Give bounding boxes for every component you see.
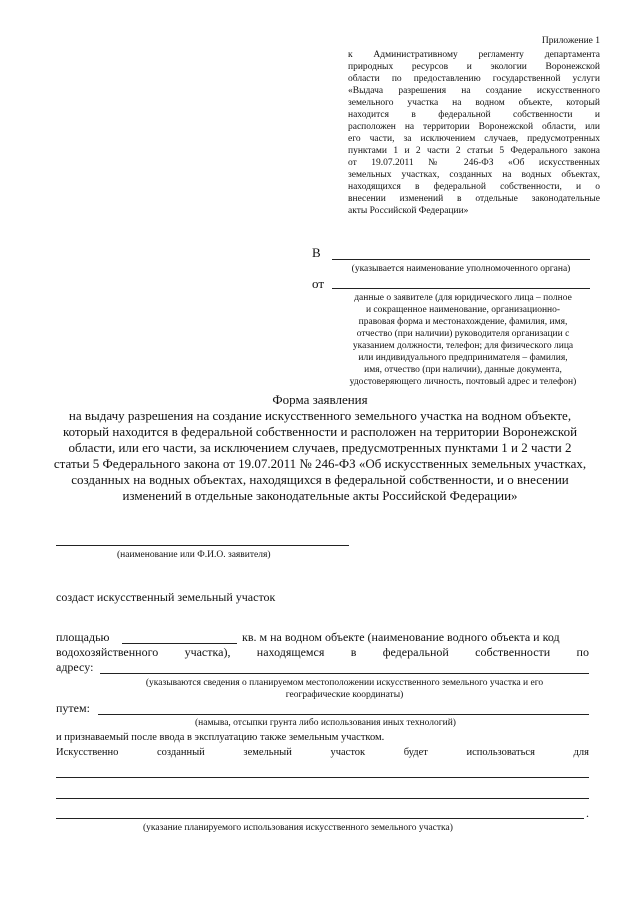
water-object-row-word: по [576, 645, 589, 659]
applicant-data-caption-text-line: или индивидуального предпринимателя – фамилия, [358, 353, 568, 363]
address-label: адресу: [56, 660, 94, 674]
regulation-text-line: его части, за исключением случаев, предусмотренных [348, 134, 600, 144]
regulation-text-line: земельного участка на водном объекте, который [348, 98, 600, 108]
applicant-data-caption-text-line: удостоверяющего личность, почтовый адрес и телефон) [349, 377, 577, 387]
regulation-text-line: пунктами 1 и 2 части 2 статьи 5 Федерального закона [348, 146, 600, 156]
accepted-text: и признаваемый после ввода в эксплуатацию также земельным участком. [56, 732, 385, 743]
usage-row-word: для [573, 747, 589, 758]
water-object-row-word: участка), [184, 645, 231, 659]
usage-period: . [586, 806, 589, 820]
usage-line-1 [56, 777, 589, 778]
form-title-text-line: области, или его части, за исключением случаев, предусмотренных пунктами 1 и 2 части 2 [68, 440, 572, 455]
applicant-name-line [56, 545, 349, 546]
usage-row-word: будет [403, 747, 428, 758]
regulation-text-line: от 19.07.2011 № 246-ФЗ «Об искусственных [348, 158, 600, 168]
applicant-data-caption-text-line: указанием должности, телефон; для физического лица [352, 341, 574, 351]
regulation-text-line: «Выдача разрешения на создание искусственного [348, 86, 600, 96]
applicant-name-caption: (наименование или Ф.И.О. заявителя) [117, 550, 271, 560]
applicant-data-line [332, 288, 590, 289]
regulation-text-line: земельных участках, созданных на водных объектах, [348, 170, 600, 180]
area-prefix: площадью [56, 630, 110, 644]
authority-line [332, 259, 590, 260]
form-title-text-line: созданных на водных объектах, находящихся в федеральной собственности, и о внесении [71, 472, 569, 487]
form-title-text-line: изменений в отдельные законодательные акты Российской Федерации» [122, 488, 518, 503]
regulation-text-line: находящихся в федеральной собственности, и о [348, 182, 600, 192]
form-title [40, 392, 600, 504]
regulation-text-line: акты Российской Федерации» [348, 206, 469, 216]
creates-text: создаст искусственный земельный участок [56, 590, 276, 604]
appendix-label: Приложение 1 [541, 36, 600, 46]
water-object-row-word: водохозяйственного [56, 645, 159, 659]
regulation-reference [348, 49, 600, 217]
usage-row-word: земельный [243, 747, 292, 758]
regulation-text-line: области по предоставлению государственной услуги [348, 74, 600, 84]
regulation-text-line: природных ресурсов и экологии Воронежской [348, 62, 600, 72]
water-object-row-word: собственности [475, 645, 551, 659]
usage-row-word: участок [330, 747, 366, 758]
regulation-text-line: к Административному регламенту департамента [348, 50, 600, 60]
applicant-data-caption-text-line: правовая форма и местонахождение, фамилия, имя, [358, 317, 568, 327]
form-title-text-line: который находится в федеральной собственности и расположен на территории Воронежской [62, 424, 578, 439]
authority-caption: (указывается наименование уполномоченного органа) [351, 264, 571, 274]
method-label: путем: [56, 701, 90, 715]
usage-caption: (указание планируемого использования искусственного земельного участка) [143, 823, 453, 833]
method-line [98, 714, 589, 715]
applicant-data-caption-text-line: данные о заявителе (для юридического лица – полное [354, 293, 572, 303]
regulation-text-line: внесении изменений в отдельные законодательные [348, 194, 600, 204]
usage-row-word: использоваться [466, 747, 535, 758]
water-object-row-word: в [350, 645, 357, 659]
to-prefix: В [312, 245, 321, 260]
usage-line-2 [56, 798, 589, 799]
area-input-line [122, 643, 237, 644]
regulation-text-line: находится в федеральной собственности и [348, 110, 600, 120]
water-object-row [56, 645, 589, 660]
location-caption-text-line: (указываются сведения о планируемом местоположении искусственного земельного участка и его [145, 678, 544, 688]
location-caption [100, 677, 589, 701]
water-object-row-word: находящемся [256, 645, 325, 659]
usage-line-3 [56, 818, 584, 819]
method-caption: (намыва, отсыпки грунта либо использования иных технологий) [195, 718, 456, 728]
address-line [100, 673, 589, 674]
area-suffix: кв. м на водном объекте (наименование водного объекта и код [242, 630, 560, 644]
from-prefix: от [312, 276, 325, 291]
form-title-text-line: статьи 5 Федерального закона от 19.07.2011 № 246-ФЗ «Об искусственных земельных участках, [53, 456, 587, 471]
location-caption-text-line: географические координаты) [285, 690, 404, 700]
usage-row-word: Искусственно [56, 747, 119, 758]
regulation-text-line: расположен на территории Воронежской области, или [348, 122, 600, 132]
usage-row-word: созданный [157, 747, 205, 758]
applicant-data-caption-text-line: имя, отчество (при наличии), данные документа, [364, 365, 562, 375]
applicant-data-caption-text-line: и сокращенное наименование, организационно- [365, 305, 561, 315]
applicant-data-caption [332, 292, 594, 388]
form-title-text-line: на выдачу разрешения на создание искусственного земельного участка на водном объекте, [68, 408, 572, 423]
usage-row [56, 747, 589, 759]
water-object-row-word: федеральной [382, 645, 449, 659]
form-title-text-line: Форма заявления [272, 392, 368, 407]
applicant-data-caption-text-line: отчество (при наличии) руководителя организации с [356, 329, 570, 339]
